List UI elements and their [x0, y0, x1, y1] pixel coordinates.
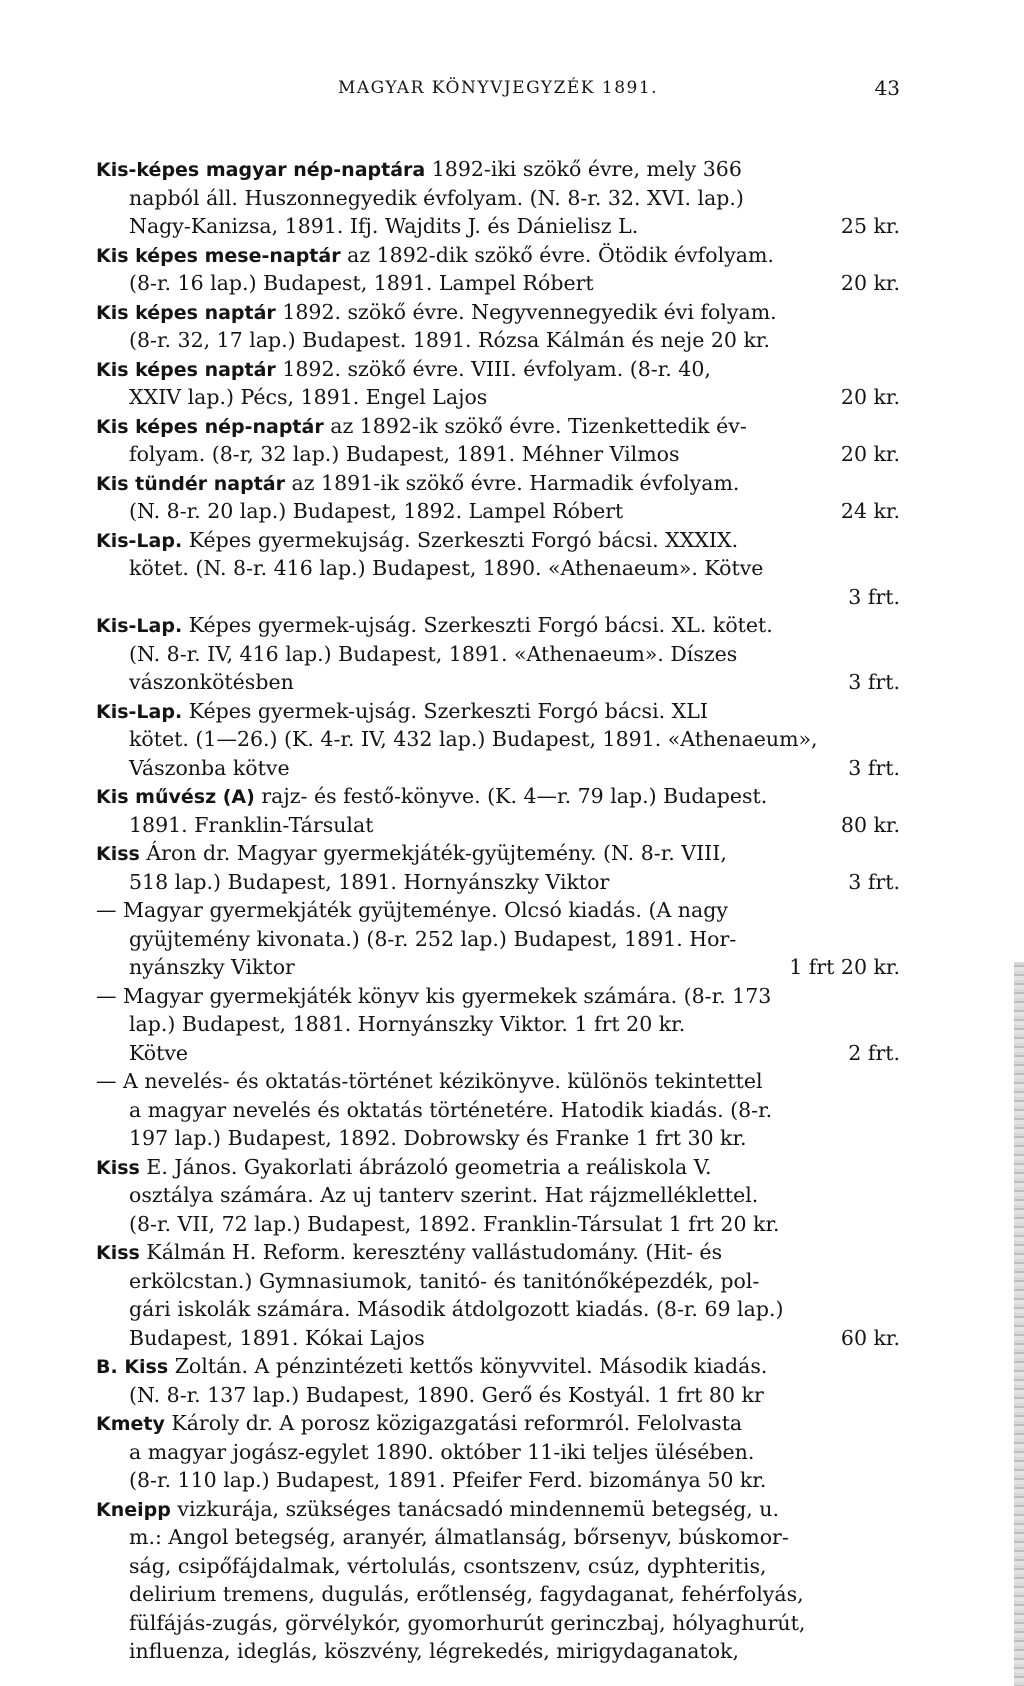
text-line [96, 241, 900, 270]
text-line [96, 1552, 900, 1581]
entry-price: 3 frt. [848, 584, 900, 609]
entry-text: m.: Angol betegség, aranyér, álmatlanság, bőrsenyv, búskomor- [129, 1525, 789, 1549]
text-line [96, 1324, 900, 1353]
entry-text: — Magyar gyermekjáték gyüjteménye. Olcsó kiadás. (A nagy [96, 898, 728, 922]
text-line [96, 611, 900, 640]
entry-text: Kötve [129, 1040, 189, 1065]
entry-heading: Kiss [96, 1156, 140, 1179]
entry-price: 24 kr. [840, 499, 900, 523]
entry-text: a magyar nevelés és oktatás történetére. Hatodik kiadás. (8-r. [129, 1097, 773, 1122]
entry-text: kötet. (N. 8-r. 416 lap.) Budapest, 1890. «Athenaeum». Kötve [129, 556, 764, 580]
entry-text: az 1892-dik szökő évre. Ötödik évfolyam. [340, 242, 774, 267]
text-line [96, 1295, 900, 1324]
entry-heading: Kiss [96, 1242, 140, 1264]
page-number: 43 [874, 76, 900, 100]
entry-text: Nagy-Kanizsa, 1891. Ifj. Wajdits J. és Dánielisz L. [129, 214, 639, 238]
text-line [96, 1267, 900, 1296]
entry-price: 3 frt. [848, 670, 900, 694]
entry-text: — Magyar gyermekjáték könyv kis gyermekek számára. (8-r. 173 [96, 983, 772, 1008]
entry-text: Áron dr. Magyar gyermekjáték-gyüjtemény. (N. 8-r. VIII, [139, 841, 727, 865]
text-line [96, 868, 900, 897]
scan-edge-artifact [1014, 962, 1024, 1686]
text-line [96, 1495, 900, 1524]
text-line [96, 1124, 900, 1153]
entry-text: vászonkötésben [129, 670, 294, 694]
running-head [96, 78, 900, 108]
entry-text: Budapest, 1891. Kókai Lajos [129, 1325, 425, 1350]
entry-price: 3 frt. [848, 869, 900, 894]
entry-price: 80 kr. [840, 812, 900, 837]
entry-text: kötet. (1—26.) (K. 4-r. IV, 432 lap.) Budapest, 1891. «Athenaeum», [129, 727, 818, 751]
entry-text: lap.) Budapest, 1881. Hornyánszky Viktor. 1 frt 20 kr. [129, 1012, 686, 1036]
entry-text: 197 lap.) Budapest, 1892. Dobrowsky és Franke 1 frt 30 kr. [129, 1126, 747, 1150]
text-line [96, 1352, 900, 1381]
entry-price: 20 kr. [840, 385, 900, 409]
text-line [96, 725, 900, 754]
text-line [96, 782, 900, 811]
text-line [96, 184, 900, 213]
text-line [96, 1067, 900, 1096]
entry-text: (N. 8-r. IV, 416 lap.) Budapest, 1891. «Athenaeum». Díszes [129, 641, 738, 666]
text-line [96, 1238, 900, 1267]
entry-text: XXIV lap.) Pécs, 1891. Engel Lajos [129, 385, 488, 409]
entry-text: az 1891-ik szökő évre. Harmadik évfolyam. [285, 470, 740, 495]
entry-text: vizkurája, szükséges tanácsadó mindennemü betegség, u. [170, 1496, 779, 1521]
text-line [96, 925, 900, 954]
entry-text: Vászonba kötve [129, 755, 290, 780]
text-line [96, 896, 900, 925]
entry-heading: Kis képes nép-naptár [96, 415, 324, 438]
entry-heading: Kiss [96, 843, 140, 865]
text-line [96, 1153, 900, 1182]
entry-text: fülfájás-zugás, görvélykór, gyomorhurút gerinczbaj, hólyaghurút, [129, 1610, 806, 1635]
entry-text: az 1892-ik szökő évre. Tizenkettedik év- [323, 413, 747, 438]
entry-text: rajz- és festő-könyve. (K. 4—r. 79 lap.) Budapest. [254, 784, 768, 808]
text-line [96, 697, 900, 726]
entry-text: 1892. szökő évre. VIII. évfolyam. (8-r. 40, [275, 356, 711, 381]
entry-text: Képes gyermek-ujság. Szerkeszti Forgó bácsi. XLI [182, 698, 708, 723]
entry-heading: Kis képes mese-naptár [96, 244, 341, 267]
entry-price: 25 kr. [840, 214, 900, 238]
text-line [96, 1096, 900, 1125]
entry-text: E. János. Gyakorlati ábrázoló geometria a reáliskola V. [139, 1154, 712, 1179]
running-title: MAGYAR KÖNYVJEGYZÉK 1891. [337, 78, 659, 98]
entry-text: napból áll. Huszonnegyedik évfolyam. (N. 8-r. 32. XVI. lap.) [129, 185, 744, 210]
text-line [96, 754, 900, 783]
entry-text: osztálya számára. Az uj tanterv szerint. Hat rájzmelléklettel. [129, 1183, 759, 1207]
entry-text: ság, csipőfájdalmak, vértolulás, csontszenv, csúz, dyphteritis, [129, 1553, 767, 1578]
text-line [96, 982, 900, 1011]
entry-heading: Kis képes naptár [96, 301, 276, 324]
text-line [96, 1409, 900, 1438]
catalogue-entries [96, 155, 900, 1666]
text-line [96, 640, 900, 669]
entry-text: Kálmán H. Reform. keresztény vallástudomány. (Hit- és [139, 1240, 723, 1264]
text-line [96, 298, 900, 327]
entry-heading: Kis-Lap. [96, 529, 183, 552]
entry-text: Képes gyermekujság. Szerkeszti Forgó bácsi. XXXIX. [182, 527, 739, 552]
entry-text: (8-r. VII, 72 lap.) Budapest, 1892. Franklin-Társulat 1 frt 20 kr. [129, 1211, 780, 1236]
text-line [96, 412, 900, 441]
entry-price: 2 frt. [848, 1040, 900, 1065]
entry-text: Zoltán. A pénzintézeti kettős könyvvitel. Második kiadás. [168, 1354, 768, 1378]
text-line [96, 583, 900, 612]
entry-text: 518 lap.) Budapest, 1891. Hornyánszky Viktor [129, 869, 610, 894]
text-line [96, 811, 900, 840]
entry-price: 60 kr. [840, 1325, 900, 1350]
entry-text: erkölcstan.) Gymnasiumok, tanitó- és tanitónőképezdék, pol- [129, 1268, 760, 1293]
text-line [96, 554, 900, 583]
entry-heading: Kis-Lap. [96, 615, 183, 637]
entry-text: Károly dr. A porosz közigazgatási reformról. Felolvasta [164, 1411, 743, 1435]
text-line [96, 1609, 900, 1638]
entry-price: 20 kr. [840, 442, 900, 466]
entry-text: a magyar jogász-egylet 1890. október 11-iki teljes ülésében. [129, 1439, 755, 1464]
text-line [96, 1210, 900, 1239]
entry-heading: B. Kiss [96, 1356, 169, 1378]
text-line [96, 668, 900, 697]
entry-text: (8-r. 16 lap.) Budapest, 1891. Lampel Róbert [129, 271, 594, 295]
text-line [96, 1181, 900, 1210]
entry-text: gári iskolák számára. Második átdolgozott kiadás. (8-r. 69 lap.) [129, 1297, 784, 1321]
entry-text: — A nevelés- és oktatás-történet kézikönyve. különös tekintettel [96, 1069, 763, 1093]
text-line [96, 497, 900, 526]
text-line [96, 326, 900, 355]
text-line [96, 1466, 900, 1495]
text-line [96, 953, 900, 982]
entry-text: (8-r. 110 lap.) Budapest, 1891. Pfeifer Ferd. bizományа 50 kr. [129, 1468, 767, 1492]
entry-heading: Kneipp [96, 1498, 171, 1521]
entry-text: influenza, ideglás, köszvény, légrekedés, mirigydaganatok, [129, 1639, 739, 1663]
entry-heading: Kmety [96, 1413, 165, 1435]
text-line [96, 383, 900, 412]
text-line [96, 1637, 900, 1666]
entry-text: gyüjtemény kivonata.) (8-r. 252 lap.) Budapest, 1891. Hor- [129, 926, 737, 951]
entry-heading: Kis-képes magyar nép-naptára [96, 159, 426, 181]
entry-text: (N. 8-r. 137 lap.) Budapest, 1890. Gerő és Kostyál. 1 frt 80 kr [129, 1382, 764, 1407]
entry-text: 1892-iki szökő évre, mely 366 [425, 157, 742, 181]
entry-heading: Kis művész (A) [96, 786, 255, 808]
entry-heading: Kis-Lap. [96, 700, 183, 723]
entry-text: 1891. Franklin-Társulat [129, 812, 374, 837]
entry-price: 3 frt. [848, 755, 900, 780]
text-line [96, 469, 900, 498]
text-line [96, 1010, 900, 1039]
text-line [96, 1438, 900, 1467]
text-line [96, 355, 900, 384]
text-line [96, 1381, 900, 1410]
entry-text: nyánszky Viktor [129, 955, 295, 979]
text-line [96, 1580, 900, 1609]
entry-text: 1892. szökő évre. Negyvennegyedik évi folyam. [275, 299, 777, 324]
text-line [96, 440, 900, 469]
entry-text: (N. 8-r. 20 lap.) Budapest, 1892. Lampel Róbert [129, 499, 624, 523]
entry-text: folyam. (8-r, 32 lap.) Budapest, 1891. Méhner Vilmos [129, 442, 680, 466]
text-line [96, 839, 900, 868]
entry-price: 1 frt 20 kr. [789, 955, 900, 979]
text-line [96, 1523, 900, 1552]
entry-heading: Kis tündér naptár [96, 472, 285, 495]
entry-heading: Kis képes naptár [96, 358, 276, 381]
text-line [96, 526, 900, 555]
text-line [96, 269, 900, 298]
text-line [96, 155, 900, 184]
entry-text: delirium tremens, dugulás, erőtlenség, fagydaganat, fehérfolyás, [129, 1582, 804, 1606]
entry-text: Képes gyermek-ujság. Szerkeszti Forgó bácsi. XL. kötet. [182, 613, 773, 637]
entry-price: 20 kr. [840, 271, 900, 295]
entry-text: (8-r. 32, 17 lap.) Budapest. 1891. Rózsa Kálmán és neje 20 kr. [129, 328, 770, 352]
text-line [96, 212, 900, 241]
text-line [96, 1039, 900, 1068]
